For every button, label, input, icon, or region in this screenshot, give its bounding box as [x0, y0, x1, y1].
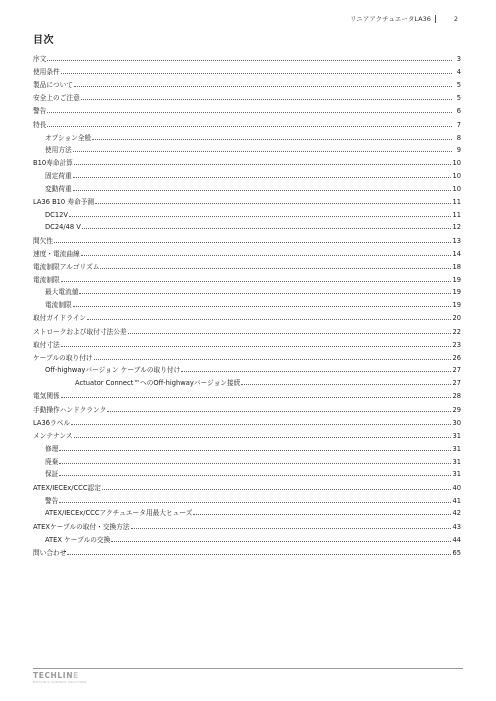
dot-leader	[92, 139, 452, 140]
dot-leader	[73, 151, 452, 152]
toc-entry-label: 電流制限	[33, 276, 60, 284]
toc-entry[interactable]	[33, 379, 461, 387]
toc-heading: 目次	[33, 35, 54, 46]
toc-entry-label: 最大電流値	[45, 288, 79, 296]
toc-entry[interactable]	[33, 134, 461, 142]
toc-entry[interactable]	[33, 470, 461, 478]
toc-entry[interactable]	[33, 314, 461, 322]
toc-entry-page: 26	[452, 354, 461, 362]
toc-entry[interactable]	[33, 497, 461, 505]
toc-entry-page: 18	[452, 263, 461, 271]
toc-entry[interactable]	[33, 484, 461, 492]
toc-entry[interactable]	[33, 354, 461, 362]
header-divider	[435, 15, 436, 23]
toc-entry-page: 19	[452, 301, 461, 309]
dot-leader	[73, 190, 452, 191]
footer-divider	[33, 668, 463, 669]
toc-entry-label: DC12V	[45, 211, 68, 219]
toc-entry-page: 8	[456, 134, 461, 142]
toc-entry-label: 問い合わせ	[33, 549, 67, 557]
toc-entry-label: LA36 B10 寿命予測	[33, 198, 95, 206]
dot-leader	[128, 333, 452, 334]
toc-entry[interactable]	[33, 328, 461, 336]
toc-entry-label: ケーブルの取り付け	[33, 354, 93, 362]
document-title: リニアアクチュエータLA36	[349, 15, 431, 23]
toc-entry-page: 19	[452, 288, 461, 296]
toc-entry-page: 12	[452, 223, 461, 231]
toc-entry-page: 19	[452, 276, 461, 284]
toc-entry-label: 使用条件	[33, 68, 60, 76]
toc-entry[interactable]	[33, 107, 461, 115]
dot-leader	[59, 502, 451, 503]
dot-leader	[73, 306, 452, 307]
toc-entry-page: 31	[452, 445, 461, 453]
dot-leader	[74, 164, 452, 165]
dot-leader	[82, 228, 452, 229]
toc-entry[interactable]	[33, 121, 461, 129]
toc-entry-page: 14	[452, 250, 461, 258]
toc-entry-label: 製品について	[33, 81, 73, 89]
toc-entry[interactable]	[33, 223, 461, 231]
dot-leader	[131, 528, 452, 529]
toc-entry-label: 電気関係	[33, 392, 60, 400]
dot-leader	[69, 216, 452, 217]
dot-leader	[81, 255, 452, 256]
toc-entry[interactable]	[33, 159, 461, 167]
toc-entry-label: 修理	[45, 445, 59, 453]
toc-entry[interactable]	[33, 81, 461, 89]
toc-entry[interactable]	[33, 392, 461, 400]
logo-wordmark: TECHLINE	[33, 671, 79, 680]
dot-leader	[100, 268, 451, 269]
dot-leader	[61, 281, 452, 282]
dot-leader	[193, 514, 451, 515]
dot-leader	[102, 489, 452, 490]
toc-entry-page: 10	[452, 185, 461, 193]
company-logo	[33, 671, 87, 684]
toc-entry[interactable]	[33, 211, 461, 219]
dot-leader	[73, 177, 452, 178]
toc-entry-label: DC24/48 V	[45, 223, 81, 231]
toc-entry-page: 43	[452, 523, 461, 531]
toc-entry-page: 31	[452, 458, 461, 466]
dot-leader	[54, 242, 451, 243]
toc-entry-page: 28	[452, 392, 461, 400]
toc-entry-page: 27	[452, 366, 461, 374]
toc-entry[interactable]	[33, 288, 461, 296]
toc-entry[interactable]	[33, 366, 461, 374]
toc-entry-page: 3	[456, 55, 461, 63]
toc-entry-label: 安全上のご注意	[33, 94, 80, 102]
dot-leader	[74, 437, 452, 438]
toc-entry-label: 取付ガイドライン	[33, 314, 87, 322]
toc-entry-label: 警告	[45, 497, 59, 505]
toc-entry[interactable]	[33, 55, 461, 63]
dot-leader	[74, 86, 452, 87]
toc-entry-page: 22	[452, 328, 461, 336]
toc-entry-page: 44	[452, 536, 461, 544]
toc-entry-page: 40	[452, 484, 461, 492]
toc-entry-label: 序文	[33, 55, 47, 63]
toc-entry-page: 20	[452, 314, 461, 322]
dot-leader	[79, 293, 451, 294]
dot-leader	[94, 359, 452, 360]
dot-leader	[61, 397, 452, 398]
toc-entry[interactable]	[33, 276, 461, 284]
toc-entry[interactable]	[33, 68, 461, 76]
toc-entry-page: 13	[452, 237, 461, 245]
dot-leader	[67, 554, 451, 555]
page-number: 2	[453, 14, 458, 23]
toc-entry[interactable]	[33, 301, 461, 309]
toc-entry[interactable]	[33, 458, 461, 466]
toc-entry-label: 使用方法	[45, 146, 72, 154]
toc-entry-page: 6	[456, 107, 461, 115]
toc-entry-label: 速度・電流曲線	[33, 250, 80, 258]
toc-entry[interactable]	[33, 263, 461, 271]
logo-tagline: MOTION & CONTROL SOLUTIONS	[33, 680, 87, 684]
toc-entry-label: 廃棄	[45, 458, 59, 466]
dot-leader	[95, 203, 451, 204]
toc-entry-page: 27	[452, 379, 461, 387]
dot-leader	[71, 424, 451, 425]
toc-entry[interactable]	[33, 419, 461, 427]
toc-entry-label: Off-highwayバージョン ケーブルの取り付け	[45, 366, 181, 374]
toc-entry-page: 29	[452, 406, 461, 414]
toc-entry[interactable]	[33, 406, 461, 414]
toc-entry-page: 11	[452, 211, 461, 219]
toc-entry-page: 42	[452, 509, 461, 517]
dot-leader	[181, 371, 451, 372]
toc-entry[interactable]	[33, 185, 461, 193]
toc-entry[interactable]	[33, 549, 461, 557]
dot-leader	[111, 541, 451, 542]
toc-entry-label: 特長	[33, 121, 47, 129]
dot-leader	[59, 450, 451, 451]
toc-entry-page: 30	[452, 419, 461, 427]
toc-entry-page: 10	[452, 172, 461, 180]
toc-entry-label: 警告	[33, 107, 47, 115]
toc-entry-page: 4	[456, 68, 461, 76]
dot-leader	[47, 112, 452, 113]
toc-entry-page: 11	[452, 198, 461, 206]
toc-entry[interactable]	[33, 432, 461, 440]
toc-entry[interactable]	[33, 94, 461, 102]
toc-entry-page: 5	[456, 94, 461, 102]
dot-leader	[47, 126, 452, 127]
toc-entry-label: ATEX/IECEx/CCC認定	[33, 484, 101, 492]
toc-entry-label: 手動操作ハンドクランク	[33, 406, 107, 414]
dot-leader	[47, 60, 452, 61]
toc-entry-page: 5	[456, 81, 461, 89]
toc-entry-page: 31	[452, 470, 461, 478]
toc-entry-label: ストロークおよび取付寸法公差	[33, 328, 127, 336]
toc-entry[interactable]	[33, 341, 461, 349]
toc-entry[interactable]	[33, 146, 461, 154]
toc-entry-label: 保証	[45, 470, 59, 478]
toc-entry-page: 23	[452, 341, 461, 349]
toc-entry-page: 7	[456, 121, 461, 129]
dot-leader	[241, 384, 451, 385]
toc-entry-label: 間欠性	[33, 237, 54, 245]
dot-leader	[61, 73, 452, 74]
dot-leader	[61, 346, 452, 347]
toc-entry-label: LA36ラベル	[33, 419, 71, 427]
toc-entry-label: 変動荷重	[45, 185, 72, 193]
toc-entry[interactable]	[33, 536, 461, 544]
toc-entry[interactable]	[33, 445, 461, 453]
page-header	[350, 14, 458, 23]
dot-leader	[81, 99, 452, 100]
dot-leader	[87, 319, 451, 320]
toc-entry-page: 65	[452, 549, 461, 557]
toc-entry-label: ATEXケーブルの取付・交換方法	[33, 523, 130, 531]
toc-entry-page: 41	[452, 497, 461, 505]
toc-entry-label: メンテナンス	[33, 432, 73, 440]
toc-entry-label: B10寿命計算	[33, 159, 73, 167]
toc-entry[interactable]	[33, 523, 461, 531]
dot-leader	[59, 475, 451, 476]
toc-entry[interactable]	[33, 172, 461, 180]
toc-entry-label: ATEX ケーブルの交換	[45, 536, 111, 544]
toc-entry-page: 31	[452, 432, 461, 440]
toc-entry-label: Actuator Connect™へのOff-highwayバージョン接続	[75, 379, 241, 387]
toc-entry-label: ATEX/IECEx/CCCアクチュエータ用最大ヒューズ	[45, 509, 193, 517]
toc-entry-label: 取付寸法	[33, 341, 60, 349]
dot-leader	[59, 463, 451, 464]
toc-entry-label: 電流制限	[45, 301, 72, 309]
dot-leader	[107, 411, 451, 412]
toc-entry[interactable]	[33, 509, 461, 517]
toc-entry-label: 電流制限アルゴリズム	[33, 263, 100, 271]
toc-entry-page: 10	[452, 159, 461, 167]
toc-entry[interactable]	[33, 250, 461, 258]
toc-entry[interactable]	[33, 198, 461, 206]
toc-entry-label: オプション全般	[45, 134, 92, 142]
toc-entry[interactable]	[33, 237, 461, 245]
toc-entry-label: 固定荷重	[45, 172, 72, 180]
toc-entry-page: 9	[456, 146, 461, 154]
